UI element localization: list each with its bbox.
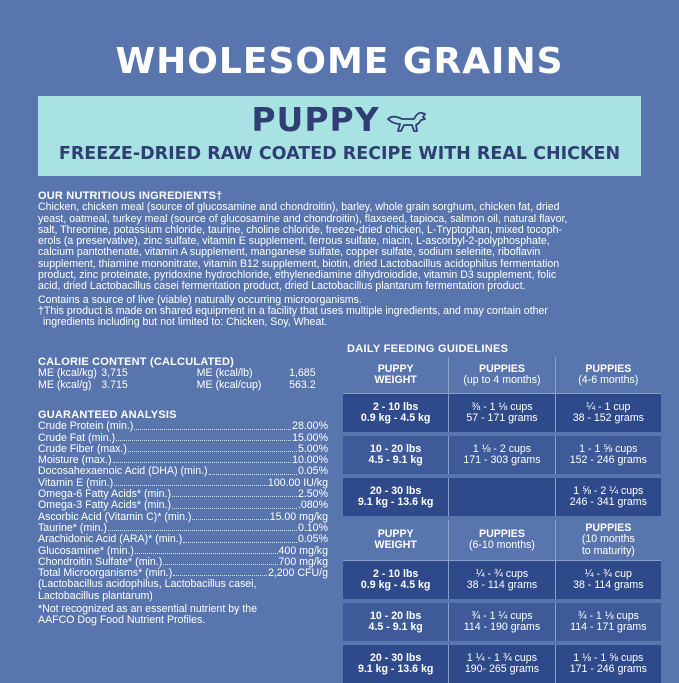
analysis-row bbox=[38, 421, 328, 432]
amount-cell: 1 ¼ - 1 ¾ cups 190- 265 grams bbox=[449, 645, 555, 683]
nutrient-name: Arachidonic Acid (ARA)* (min.) bbox=[38, 533, 183, 546]
weight-header: PUPPY WEIGHT bbox=[343, 357, 449, 394]
nutrient-name: Total Microorganisms* (min.) bbox=[38, 567, 173, 580]
nutrient-name: Moisture (max.) bbox=[38, 454, 112, 467]
nutrient-name: Docosahexaenoic Acid (DHA) (min.) bbox=[38, 465, 208, 478]
table-row bbox=[343, 645, 661, 683]
weight-header: PUPPY WEIGHT bbox=[343, 520, 449, 561]
age-header: PUPPIES (10 months to maturity) bbox=[555, 520, 661, 561]
leader-dots bbox=[192, 512, 268, 520]
leader-dots bbox=[113, 455, 291, 463]
ingredients-line: salt, Threonine, potassium chloride, taurine, choline chloride, freeze-dried chicken, L-Tryptophan, mixed tocoph- bbox=[38, 223, 563, 236]
amount-cell: 1 - 1 ⅝ cups 152 - 246 grams bbox=[555, 436, 661, 474]
nutrient-value: 100.00 IU/kg bbox=[267, 476, 328, 489]
allergen-note-cont: ingredients including but not limited to: Chicken, Soy, Wheat. bbox=[43, 316, 328, 329]
leader-dots bbox=[163, 557, 277, 565]
nutrient-value: 2.50% bbox=[297, 488, 328, 501]
microorganism-list: (Lactobacillus acidophilus, Lactobacillus casei, bbox=[38, 578, 257, 591]
amount-cell: ¾ - 1 ⅛ cups 114 - 171 grams bbox=[555, 603, 661, 641]
calorie-heading: CALORIE CONTENT (CALCULATED) bbox=[38, 356, 235, 368]
weight-cell: 20 - 30 lbs 9.1 kg - 13.6 kg bbox=[343, 645, 449, 683]
nutrient-value: 0.10% bbox=[297, 521, 328, 534]
ingredients-heading: OUR NUTRITIOUS INGREDIENTS† bbox=[38, 190, 223, 202]
leader-dots bbox=[116, 433, 291, 441]
aafco-note: *Not recognized as an essential nutrient by the bbox=[38, 603, 258, 616]
calorie-row bbox=[38, 380, 328, 391]
ingredients-line: Chicken, chicken meal (source of glucosamine and chondroitin), barley, whole grain sorghum, chicken fat, dried bbox=[38, 201, 560, 214]
amount-cell: ¼ - 1 cup 38 - 152 grams bbox=[555, 394, 661, 433]
ingredients-line: acid, dried Lactobacillus casei fermentation product, dried Lactobacillus plantarum fermentation product. bbox=[38, 280, 526, 293]
amount-cell: ¾ - 1 ¼ cups 114 - 190 grams bbox=[449, 603, 555, 641]
allergen-note: †This product is made on shared equipment in a facility that uses multiple ingredients, and may contain other bbox=[38, 304, 548, 317]
nutrient-value: 10.00% bbox=[292, 454, 328, 467]
calorie-value: 1,685 bbox=[289, 367, 316, 380]
recipe-subtitle: FREEZE-DRIED RAW COATED RECIPE WITH REAL CHICKEN bbox=[58, 144, 621, 164]
calorie-label: ME (kcal/kg) bbox=[38, 367, 97, 380]
nutrient-name: Crude Fiber (max.) bbox=[38, 442, 127, 455]
amount-cell: ⅜ - 1 ⅛ cups 57 - 171 grams bbox=[449, 394, 555, 433]
age-header: PUPPIES (6-10 months) bbox=[449, 520, 555, 561]
ingredients-line: product, zinc proteinate, pyridoxine hydrochloride, ethylenediamine dihydroiodide, vitamin D3 supplement, folic bbox=[38, 269, 557, 282]
nutrient-value: 15.00 mg/kg bbox=[269, 510, 328, 523]
calorie-row bbox=[38, 368, 328, 379]
weight-cell: 2 - 10 lbs 0.9 kg - 4.5 kg bbox=[343, 394, 449, 433]
calorie-section bbox=[38, 357, 328, 391]
amount-cell: 1 ⅛ - 1 ⅝ cups 171 - 246 grams bbox=[555, 645, 661, 683]
nutrient-name: Crude Fat (min.) bbox=[38, 431, 116, 444]
nutrient-value: 0.05% bbox=[297, 465, 328, 478]
amount-cell: ¼ - ¾ cups 38 - 114 grams bbox=[449, 561, 555, 600]
weight-cell: 10 - 20 lbs 4.5 - 9.1 kg bbox=[368, 442, 423, 466]
leader-dots bbox=[134, 421, 291, 429]
nutrient-value: 5.00% bbox=[297, 442, 328, 455]
leader-dots bbox=[108, 523, 297, 531]
nutrient-name: Chondroitin Sulfate* (min.) bbox=[38, 555, 163, 568]
product-line-title: WHOLESOME GRAINS bbox=[115, 41, 564, 82]
feeding-title: DAILY FEEDING GUIDELINES bbox=[347, 343, 509, 355]
leader-dots bbox=[209, 466, 297, 474]
calorie-label: ME (kcal/cup) bbox=[196, 378, 262, 391]
nutrient-value: 700 mg/kg bbox=[278, 555, 328, 568]
leader-dots bbox=[172, 489, 297, 497]
nutrient-value: .080% bbox=[297, 499, 328, 512]
nutrient-value: 2,200 CFU/g bbox=[267, 567, 328, 580]
analysis-row bbox=[38, 534, 328, 545]
leader-dots bbox=[172, 500, 297, 508]
leader-dots bbox=[128, 444, 297, 452]
calorie-value: 3.715 bbox=[101, 378, 128, 391]
calorie-label: ME (kcal/g) bbox=[38, 378, 92, 391]
age-header: PUPPIES (up to 4 months) bbox=[449, 357, 555, 394]
leader-dots bbox=[114, 478, 267, 486]
nutrient-name: Vitamin E (min.) bbox=[38, 476, 114, 489]
table-row bbox=[343, 478, 661, 516]
nutrient-value: 0.05% bbox=[297, 533, 328, 546]
nutrient-name: Taurine* (min.) bbox=[38, 521, 107, 534]
ingredients-line: calcium pantothenate, vitamin A supplement, manganese sulfate, copper sulfate, sodium selenite, riboflavin bbox=[38, 246, 541, 259]
nutrient-name: Omega-3 Fatty Acids* (min.) bbox=[38, 499, 172, 512]
calorie-value: 563.2 bbox=[289, 378, 316, 391]
amount-cell bbox=[449, 478, 555, 516]
leader-dots bbox=[183, 534, 297, 542]
analysis-heading: GUARANTEED ANALYSIS bbox=[38, 409, 177, 421]
life-stage-row bbox=[38, 100, 641, 139]
nutrient-name: Crude Protein (min.) bbox=[38, 420, 134, 433]
feeding-guidelines bbox=[343, 343, 661, 683]
ingredients-line: supplement, thiamine mononitrate, vitamin B12 supplement, biotin, dried Lactobacillus acidophilus fermentation bbox=[38, 257, 560, 270]
nutrient-value: 15.00% bbox=[292, 431, 328, 444]
puppy-icon bbox=[384, 107, 428, 135]
calorie-label: ME (kcal/lb) bbox=[196, 367, 253, 380]
table-row bbox=[343, 561, 661, 600]
amount-cell: 1 ⅛ - 2 cups 171 - 303 grams bbox=[449, 436, 555, 474]
table-header-row bbox=[343, 357, 661, 394]
weight-cell: 20 - 30 lbs 9.1 kg - 13.6 kg bbox=[343, 478, 449, 516]
nutrient-name: Omega-6 Fatty Acids* (min.) bbox=[38, 488, 172, 501]
table-row bbox=[343, 436, 661, 474]
leader-dots bbox=[135, 546, 278, 554]
weight-cell: 10 - 20 lbs 4.5 - 9.1 kg bbox=[368, 609, 423, 633]
microorganism-list-cont: Lactobacillus plantarum) bbox=[38, 589, 153, 602]
ingredients-line: yeast, oatmeal, turkey meal (source of glucosamine and chondroitin), flaxseed, tapioca, salmon oil, natural flavor, bbox=[38, 212, 568, 225]
ingredients-line: erols (a preservative), zinc sulfate, vitamin E supplement, ferrous sulfate, niacin, L-ascorbyl-2-polyphosphate, bbox=[38, 235, 550, 248]
leader-dots bbox=[173, 568, 267, 576]
ingredients-section bbox=[38, 191, 643, 329]
header-banner bbox=[38, 34, 641, 176]
life-stage-label: PUPPY bbox=[251, 100, 380, 139]
feeding-table-young bbox=[343, 357, 661, 683]
amount-cell: ¼ - ¾ cup 38 - 114 grams bbox=[555, 561, 661, 600]
table-row bbox=[343, 394, 661, 433]
nutrient-value: 28.00% bbox=[292, 420, 328, 433]
analysis-row bbox=[38, 500, 328, 511]
aafco-note-cont: AAFCO Dog Food Nutrient Profiles. bbox=[38, 614, 206, 627]
nutrient-value: 400 mg/kg bbox=[278, 544, 328, 557]
amount-cell: 1 ⅝ - 2 ¼ cups 246 - 341 grams bbox=[555, 478, 661, 516]
guaranteed-analysis-section bbox=[38, 410, 328, 627]
nutrient-name: Glucosamine* (min.) bbox=[38, 544, 134, 557]
table-header-row bbox=[343, 520, 661, 561]
age-header: PUPPIES (4-6 months) bbox=[555, 357, 661, 394]
nutrient-name: Ascorbic Acid (Vitamin C)* (min.) bbox=[38, 510, 192, 523]
live-microorganisms-note: Contains a source of live (viable) naturally occurring microorganisms. bbox=[38, 293, 362, 306]
table-row bbox=[343, 603, 661, 641]
weight-cell: 2 - 10 lbs 0.9 kg - 4.5 kg bbox=[343, 561, 449, 600]
title-bar bbox=[38, 34, 641, 96]
calorie-value: 3,715 bbox=[101, 367, 128, 380]
